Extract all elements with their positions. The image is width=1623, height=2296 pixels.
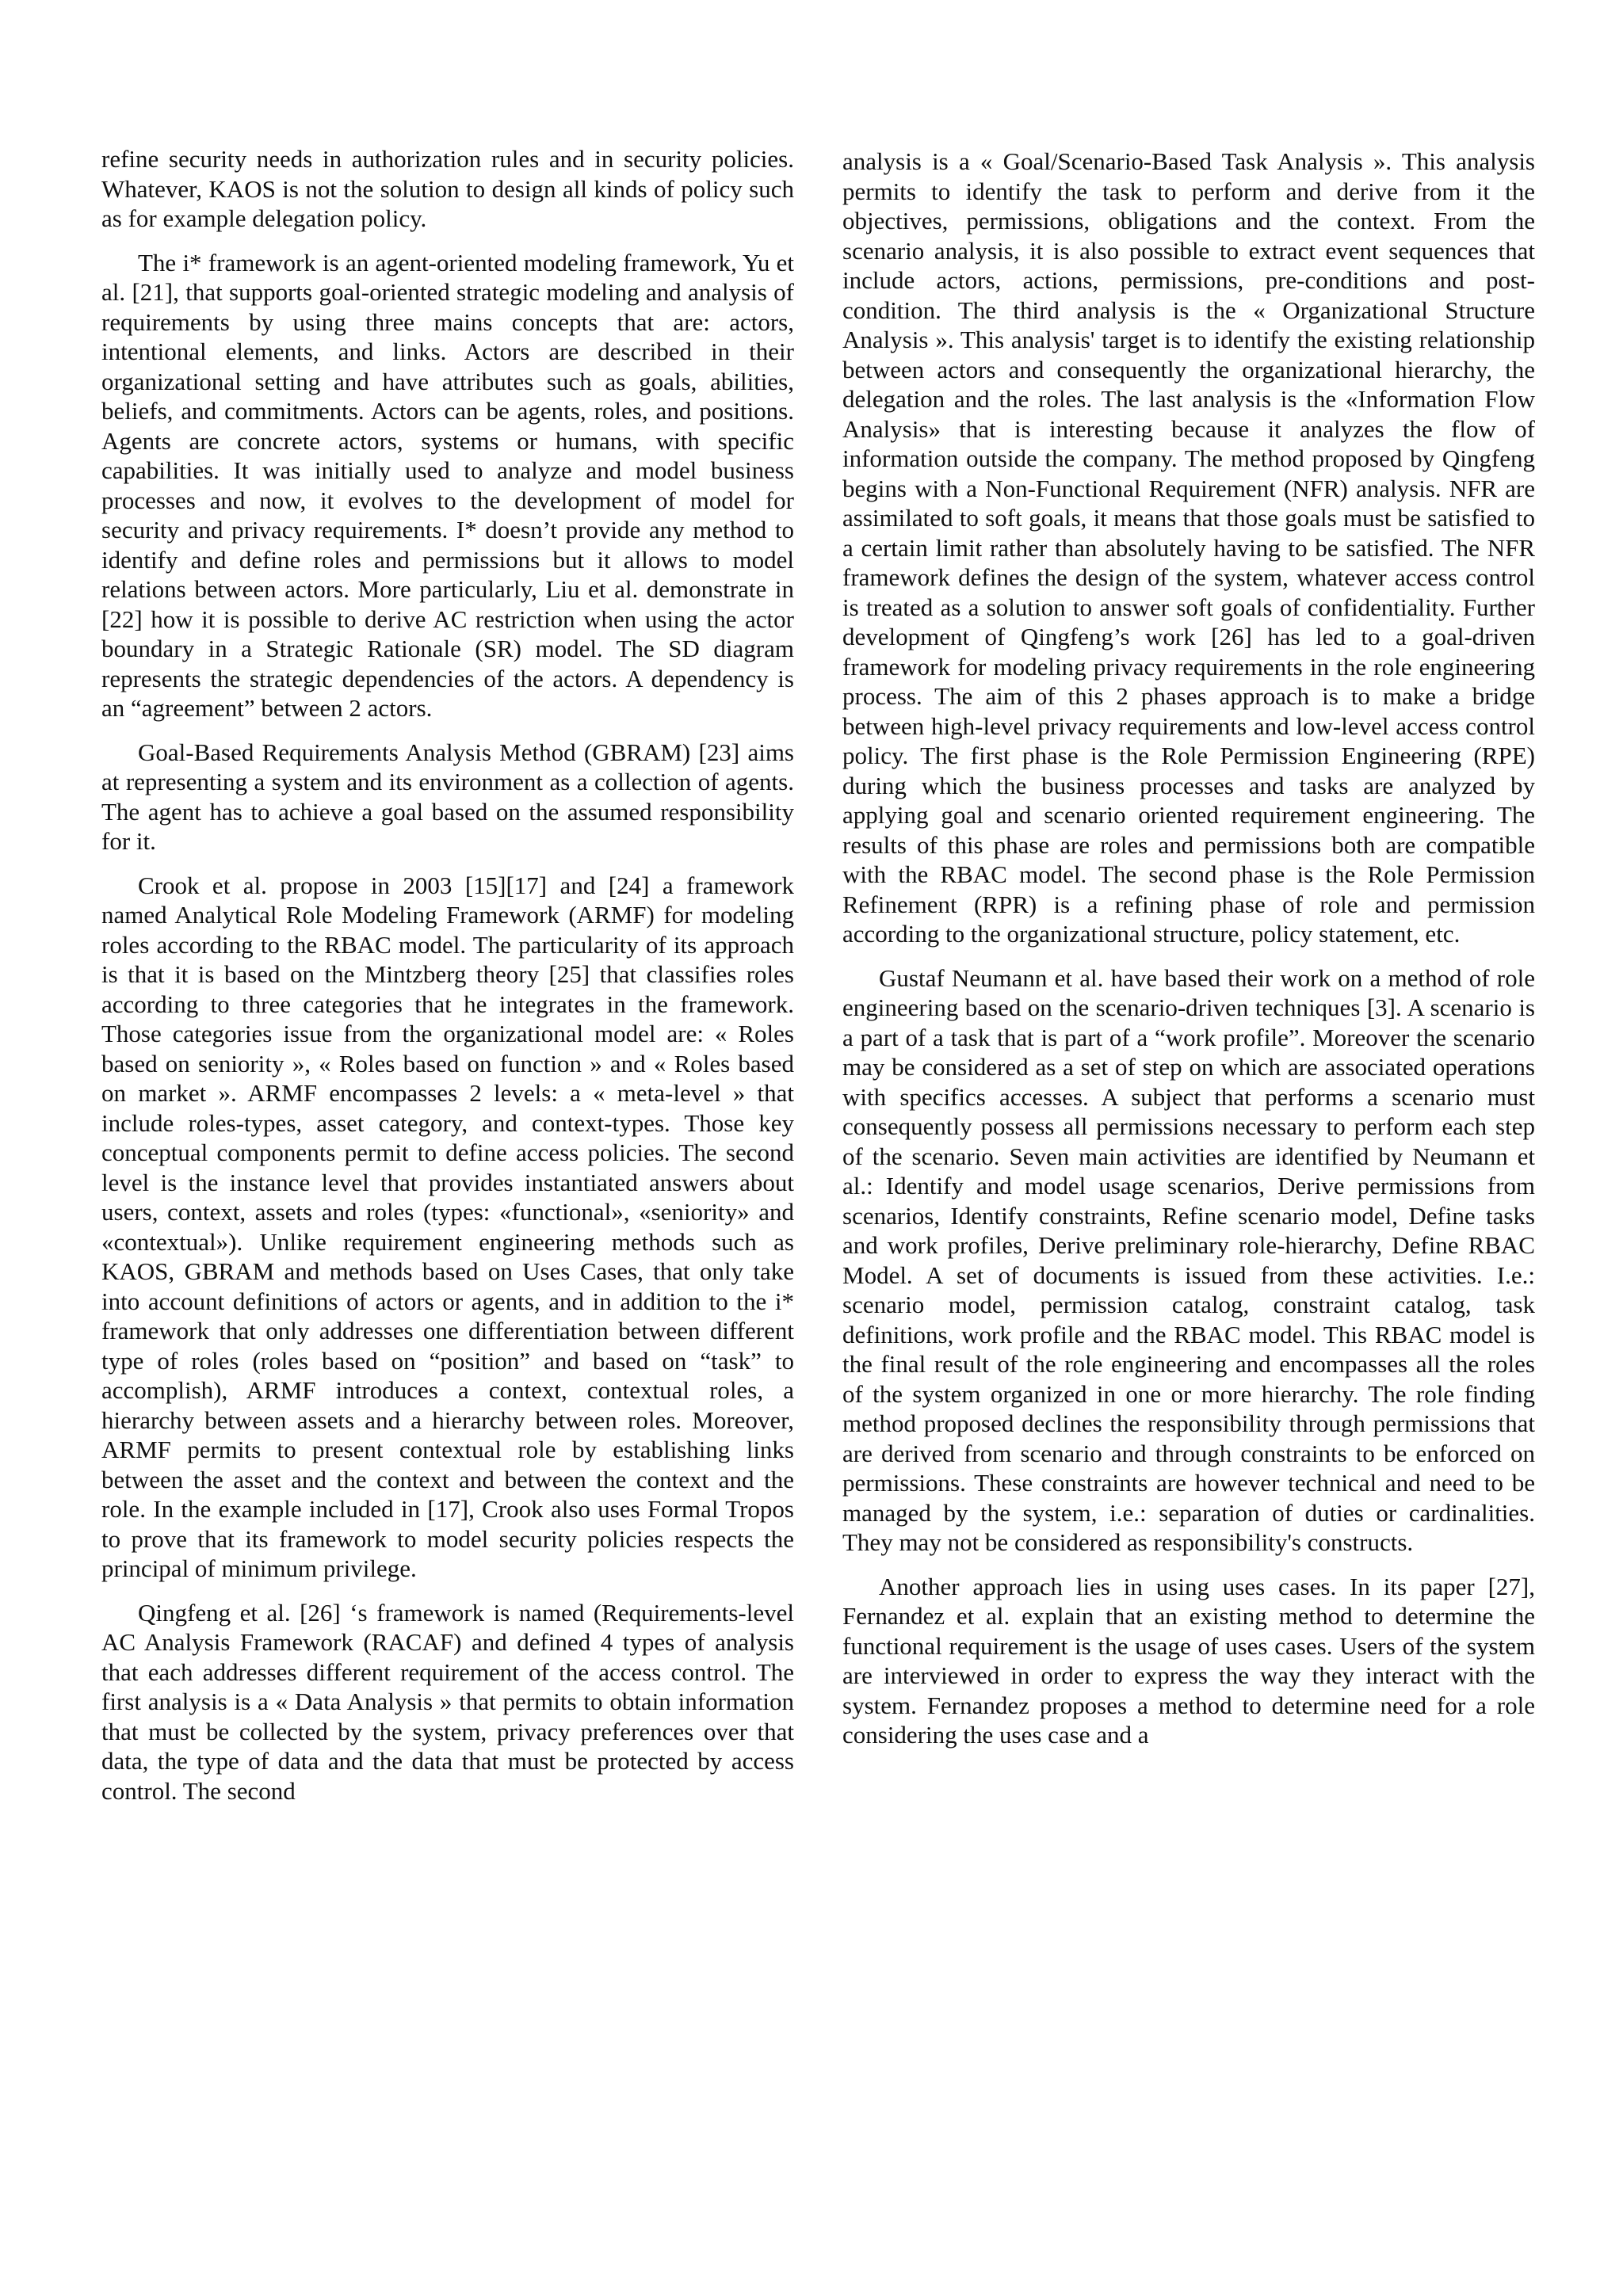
paragraph-neumann: Gustaf Neumann et al. have based their work on a method of role engineering based on the scenario-driven techniques [3]. A scenario is a part of a task that is part of a “work profile”. Moreover the scenario may be considered as a set of step on which are associated operations with specifics accesses. A subject that performs a scenario must consequently possess all permissions necessary to perform each step of the scenario. Seven main activities are identified by Neumann et al.: Identify and model usage scenarios, Derive permissions from scenarios, Identify constraints, Refine scenario model, Define tasks and work profiles, Derive preliminary role-hierarchy, Define RBAC Model. A set of documents is issued from these activities. I.e.: scenario model, permission catalog, constraint catalog, task definitions, work profile and the RBAC model. This RBAC model is the final result of the role engineering and encompasses all the roles of the system organized in one or more hierarchy. The role finding method proposed declines the responsibility through permissions that are derived from scenario and through constraints to be enforced on permissions. These constraints are however technical and need to be managed by the system, i.e.: separation of duties or cardinalities. They may not be considered as responsibility's constructs. xyxy=(842,963,1535,1556)
paragraph-racaf: Qingfeng et al. [26] ‘s framework is named (Requirements-level AC Analysis Framework (RACAF) and defined 4 types of analysis that each addresses different requirement of the access control. The first analysis is a « Data Analysis » that permits to obtain information that must be collected by the system, privacy preferences over that data, the type of data and the data that must be protected by access control. The second xyxy=(101,1598,794,1805)
paragraph-gbram: Goal-Based Requirements Analysis Method (GBRAM) [23] aims at representing a system and its environment as a collection of agents. The agent has to achieve a goal based on the assumed responsibility for it. xyxy=(101,738,794,855)
paragraph-racaf-continuation: analysis is a « Goal/Scenario-Based Task Analysis ». This analysis permits to identify the task to perform and derive from it the objectives, permissions, obligations and the context. From the scenario analysis, it is also possible to extract event sequences that include actors, actions, permissions, pre-conditions and post-condition. The third analysis is the « Organizational Structure Analysis ». This analysis' target is to identify the existing relationship between actors and consequently the organizational hierarchy, the delegation and the roles. The last analysis is the «Information Flow Analysis» that is interesting because it analyzes the flow of information outside the company. The method proposed by Qingfeng begins with a Non-Functional Requirement (NFR) analysis. NFR are assimilated to soft goals, it means that those goals must be satisfied to a certain limit rather than absolutely having to be satisfied. The NFR framework defines the design of the system, whatever access control is treated as a solution to answer soft goals of confidentiality. Further development of Qingfeng’s work [26] has led to a goal-driven framework for modeling privacy requirements in the role engineering process. The aim of this 2 phases approach is to make a bridge between high-level privacy requirements and low-level access control policy. The first phase is the Role Permission Engineering (RPE) during which the business processes and tasks are analyzed by applying goal and scenario oriented requirement engineering. The results of this phase are roles and permissions both are compatible with the RBAC model. The second phase is the Role Permission Refinement (RPR) is a refining phase of role and permission according to the organizational structure, policy statement, etc. xyxy=(842,147,1535,948)
paragraph-armf: Crook et al. propose in 2003 [15][17] and [24] a framework named Analytical Role Modeling Framework (ARMF) for modeling roles according to the RBAC model. The particularity of its approach is that it is based on the Mintzberg theory [25] that classifies roles according to three categories that he integrates in the framework. Those categories issue from the organizational model are: « Roles based on seniority », « Roles based on function » and « Roles based on market ». ARMF encompasses 2 levels: a « meta-level » that include roles-types, asset category, and context-types. Those key conceptual components permit to define access policies. The second level is the instance level that provides instantiated answers about users, context, assets and roles (types: «functional», «seniority» and «contextual»). Unlike requirement engineering methods such as KAOS, GBRAM and methods based on Uses Cases, that only take into account definitions of actors or agents, and in addition to the i* framework that only addresses one differentiation between different type of roles (roles based on “position” and based on “task” to accomplish), ARMF introduces a context, contextual roles, a hierarchy between assets and a hierarchy between roles. Moreover, ARMF permits to present contextual role by establishing links between the asset and the context and between the context and the role. In the example included in [17], Crook also uses Formal Tropos to prove that its framework to model security policies respects the principal of minimum privilege. xyxy=(101,871,794,1582)
paragraph-uses-cases: Another approach lies in using uses cases. In its paper [27], Fernandez et al. explain that an existing method to determine the functional requirement is the usage of uses cases. Users of the system are interviewed in order to express the way they interact with the system. Fernandez proposes a method to determine need for a role considering the uses case and a xyxy=(842,1572,1535,1749)
paragraph-istar-framework: The i* framework is an agent-oriented modeling framework, Yu et al. [21], that supports goal-oriented strategic modeling and analysis of requirements by using three mains concepts that are: actors, intentional elements, and links. Actors are described in their organizational setting and have attributes such as goals, abilities, beliefs, and commitments. Actors can be agents, roles, and positions. Agents are concrete actors, systems or humans, with specific capabilities. It was initially used to analyze and model business processes and now, it evolves to the development of model for security and privacy requirements. I* doesn’t provide any method to identify and define roles and permissions but it allows to model relations between actors. More particularly, Liu et al. demonstrate in [22] how it is possible to derive AC restriction when using the actor boundary in a Strategic Rationale (SR) model. The SD diagram represents the strategic dependencies of the actors. A dependency is an “agreement” between 2 actors. xyxy=(101,248,794,722)
paragraph-kaos-continuation: refine security needs in authorization rules and in security policies. Whatever, KAOS is not the solution to design all kinds of policy such as for example delegation policy. xyxy=(101,145,794,232)
right-column xyxy=(842,147,1535,1764)
left-column xyxy=(101,144,794,1820)
